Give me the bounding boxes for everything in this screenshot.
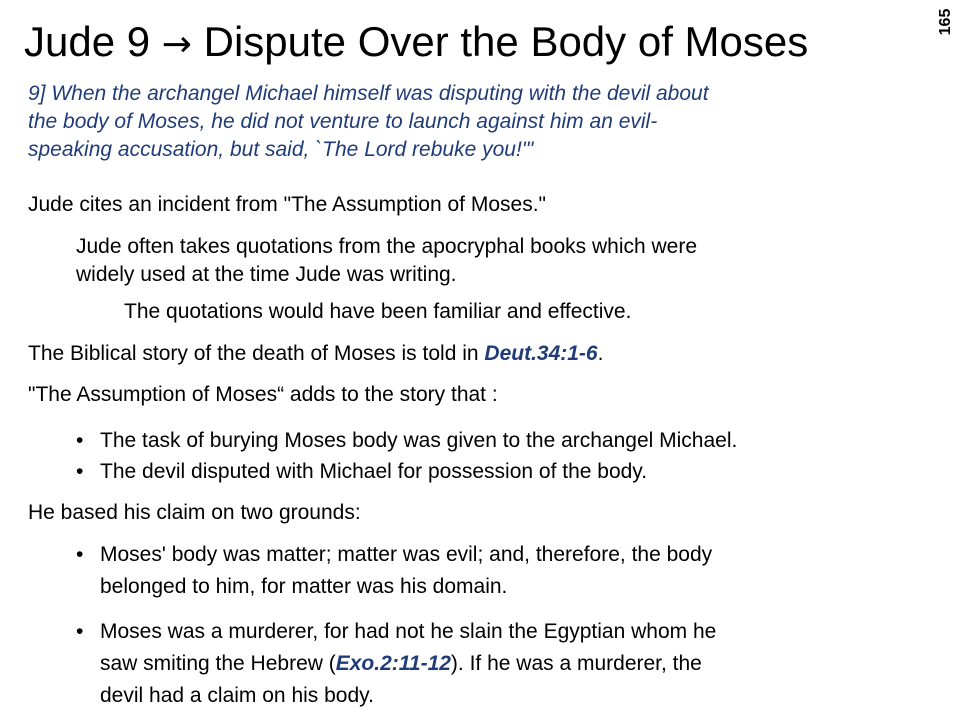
bullet-icon: • <box>76 543 84 566</box>
bullet-icon: • <box>76 460 84 483</box>
list-item-text: Moses' body was matter; matter was evil; and, therefore, the body <box>100 543 713 566</box>
paragraph-two-grounds: He based his claim on two grounds: <box>28 501 361 524</box>
sub-sub-paragraph-familiar: The quotations would have been familiar and effective. <box>124 300 632 323</box>
list-item-text: The devil disputed with Michael for possession of the body. <box>100 460 648 483</box>
list-item-text: devil had a claim on his body. <box>100 684 374 707</box>
paragraph-text: The Biblical story of the death of Moses is told in <box>28 342 485 365</box>
bullet-icon: • <box>76 620 84 643</box>
bullet-icon: • <box>76 429 84 452</box>
scripture-reference-deut: Deut.34:1-6 <box>484 342 598 365</box>
list-item-text <box>100 650 702 678</box>
list-item-text: Moses was a murderer, for had not he slain the Egyptian whom he <box>100 620 717 643</box>
sub-paragraph-apocryphal <box>76 233 697 289</box>
quote-line: the body of Moses, he did not venture to launch against him an evil- <box>28 110 658 133</box>
scripture-reference-exo: Exo.2:11-12 <box>335 652 451 675</box>
list-item-text: The task of burying Moses body was given to the archangel Michael. <box>100 429 738 452</box>
list-item-text-part: saw smiting the Hebrew ( <box>100 652 336 675</box>
page-number: 165 <box>937 8 954 36</box>
slide-title <box>24 14 924 73</box>
quote-line: 9] When the archangel Michael himself was disputing with the devil about <box>28 82 709 105</box>
scripture-quote <box>28 80 709 164</box>
title-left: Jude 9 <box>24 18 151 65</box>
paragraph-jude-cites: Jude cites an incident from "The Assumption of Moses." <box>28 193 546 216</box>
list-item-text: belonged to him, for matter was his domain. <box>100 575 508 598</box>
paragraph-text: . <box>597 342 604 365</box>
sub-line: Jude often takes quotations from the apocryphal books which were <box>76 235 698 258</box>
paragraph-biblical-story <box>28 340 603 368</box>
sub-line: widely used at the time Jude was writing. <box>76 263 457 286</box>
quote-line: speaking accusation, but said, `The Lord rebuke you!'" <box>28 138 534 161</box>
title-right: Dispute Over the Body of Moses <box>203 18 809 65</box>
list-item-text-part: ). If he was a murderer, the <box>450 652 702 675</box>
arrow-right-icon: → <box>161 24 192 65</box>
paragraph-assumption: "The Assumption of Moses“ adds to the story that : <box>28 383 498 406</box>
